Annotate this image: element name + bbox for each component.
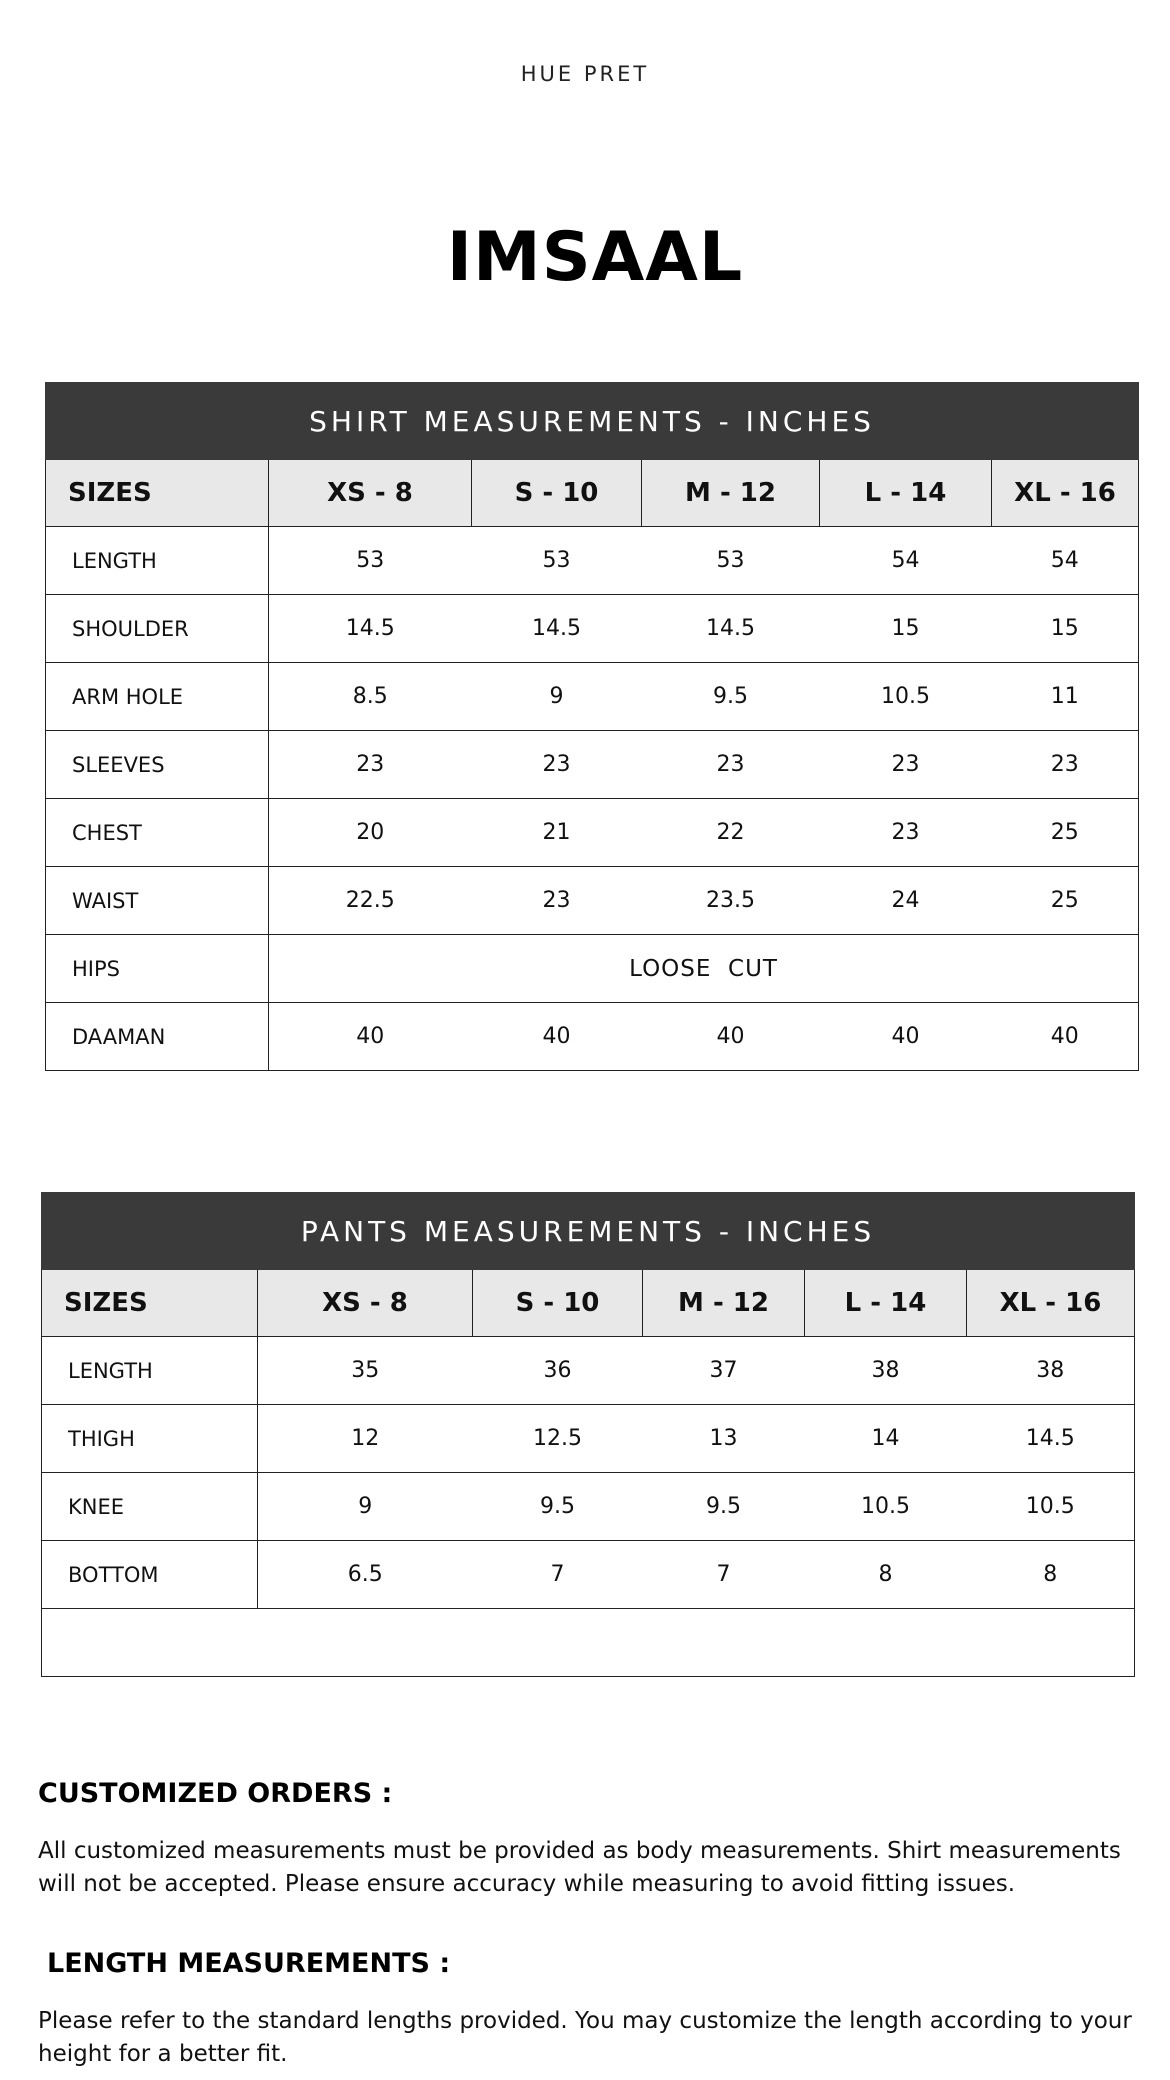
shirt-row-chest [46,799,1139,867]
row-label: BOTTOM [42,1541,258,1609]
measurement-cell: 25 [992,799,1139,867]
measurement-cell: 36 [473,1337,643,1405]
row-label: CHEST [46,799,269,867]
measurement-cell: 22 [642,799,820,867]
pants-size-header: XS - 8 [258,1270,473,1337]
customized-orders-text: All customized measurements must be provided as body measurements. Shirt measurements will not be accepted. Please ensure accuracy while measuring to avoid fitting issues. [38,1838,1121,1897]
measurement-cell: 23 [472,731,642,799]
measurement-cell: 25 [992,867,1139,935]
measurement-cell: 53 [472,527,642,595]
row-label: THIGH [42,1405,258,1473]
measurement-cell: 53 [269,527,472,595]
measurement-cell: 9 [472,663,642,731]
measurement-cell: 23 [269,731,472,799]
measurement-cell: 21 [472,799,642,867]
measurement-cell: 8 [967,1541,1135,1609]
pants-measurements-table [41,1192,1135,1677]
pants-empty-row [42,1609,1135,1677]
pants-size-header: XL - 16 [967,1270,1135,1337]
measurement-cell: 15 [992,595,1139,663]
measurement-cell: 23 [820,799,992,867]
measurement-cell: 23.5 [642,867,820,935]
measurement-cell: 40 [642,1003,820,1071]
shirt-row-sleeves [46,731,1139,799]
measurement-cell: 9 [258,1473,473,1541]
shirt-row-waist [46,867,1139,935]
shirt-measurements-table [45,382,1139,1071]
row-label: LENGTH [42,1337,258,1405]
measurement-cell: 54 [820,527,992,595]
shirt-table-banner: SHIRT MEASUREMENTS - INCHES [46,383,1139,460]
pants-row-length [42,1337,1135,1405]
row-label: ARM HOLE [46,663,269,731]
shirt-size-header: S - 10 [472,460,642,527]
measurement-cell: 14.5 [472,595,642,663]
shirt-size-header: XS - 8 [269,460,472,527]
pants-sizes-label: SIZES [42,1270,258,1337]
pants-row-bottom [42,1541,1135,1609]
shirt-row-shoulder [46,595,1139,663]
pants-table-banner: PANTS MEASUREMENTS - INCHES [42,1193,1135,1270]
measurement-cell: 7 [473,1541,643,1609]
shirt-size-header: L - 14 [820,460,992,527]
brand-name: HUE PRET [520,62,650,86]
measurement-cell: 9.5 [642,663,820,731]
shirt-row-hips [46,935,1139,1003]
measurement-cell: 40 [472,1003,642,1071]
measurement-cell: 15 [820,595,992,663]
measurement-cell: 10.5 [967,1473,1135,1541]
measurement-cell: 53 [642,527,820,595]
measurement-cell: 13 [643,1405,805,1473]
measurement-cell: 54 [992,527,1139,595]
pants-size-header-row [42,1270,1135,1337]
row-label: HIPS [46,935,269,1003]
length-measurements-text: Please refer to the standard lengths provided. You may customize the length according to your height for a better fit. [38,2008,1132,2067]
length-measurements-section [38,1948,1138,2071]
measurement-cell: 9.5 [473,1473,643,1541]
row-label: SHOULDER [46,595,269,663]
measurement-cell: 12 [258,1405,473,1473]
shirt-size-header: M - 12 [642,460,820,527]
measurement-cell: 8 [805,1541,967,1609]
shirt-size-header: XL - 16 [992,460,1139,527]
measurement-cell: 40 [820,1003,992,1071]
measurement-cell: 14.5 [269,595,472,663]
measurement-cell: 8.5 [269,663,472,731]
row-label: SLEEVES [46,731,269,799]
measurement-cell: 37 [643,1337,805,1405]
measurement-cell: 38 [805,1337,967,1405]
length-measurements-heading: LENGTH MEASUREMENTS : [47,1948,451,1979]
measurement-cell: 9.5 [643,1473,805,1541]
measurement-cell: 7 [643,1541,805,1609]
shirt-sizes-label: SIZES [46,460,269,527]
measurement-cell: 14.5 [967,1405,1135,1473]
measurement-cell: 10.5 [805,1473,967,1541]
measurement-cell: 11 [992,663,1139,731]
row-label: DAAMAN [46,1003,269,1071]
shirt-row-length [46,527,1139,595]
measurement-cell: 22.5 [269,867,472,935]
measurement-cell: 14.5 [642,595,820,663]
pants-row-thigh [42,1405,1135,1473]
pants-size-header: L - 14 [805,1270,967,1337]
measurement-cell: 23 [820,731,992,799]
measurement-cell: 23 [992,731,1139,799]
measurement-cell: 14 [805,1405,967,1473]
measurement-cell: 23 [642,731,820,799]
row-label: WAIST [46,867,269,935]
pants-size-header: M - 12 [643,1270,805,1337]
measurement-cell: 6.5 [258,1541,473,1609]
shirt-size-header-row [46,460,1139,527]
measurement-cell: 20 [269,799,472,867]
row-label: KNEE [42,1473,258,1541]
shirt-row-daaman [46,1003,1139,1071]
measurement-cell: 24 [820,867,992,935]
measurement-cell: 12.5 [473,1405,643,1473]
customized-orders-heading: CUSTOMIZED ORDERS : [38,1778,393,1809]
empty-cell [42,1609,1135,1677]
customized-orders-section [38,1778,1138,1901]
loose-cut-cell: LOOSE CUT [269,935,1139,1003]
measurement-cell: 40 [992,1003,1139,1071]
product-title: IMSAAL [446,218,744,297]
pants-size-header: S - 10 [473,1270,643,1337]
row-label: LENGTH [46,527,269,595]
measurement-cell: 35 [258,1337,473,1405]
measurement-cell: 40 [269,1003,472,1071]
pants-row-knee [42,1473,1135,1541]
measurement-cell: 10.5 [820,663,992,731]
measurement-cell: 38 [967,1337,1135,1405]
measurement-cell: 23 [472,867,642,935]
shirt-row-arm-hole [46,663,1139,731]
